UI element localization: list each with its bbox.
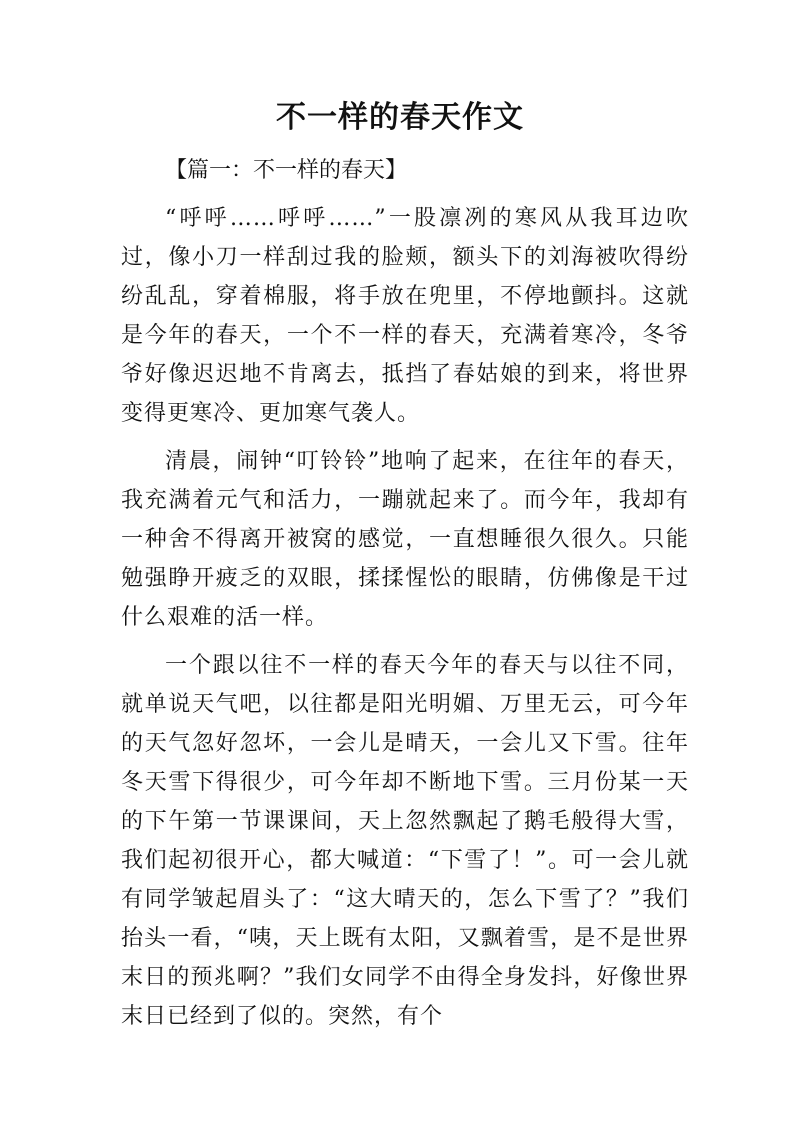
document-body xyxy=(121,151,689,1036)
paragraph-1: “呼呼……呼呼……”一股凛冽的寒风从我耳边吹过，像小刀一样刮过我的脸颊，额头下的刘海被吹得纷纷乱乱，穿着棉服，将手放在兜里，不停地颤抖。这就是今年的春天，一个不一样的春天，充满着寒冷，冬爷爷好像迟迟地不肯离去，抵挡了春姑娘的到来，将世界变得更寒冷、更加寒气袭人。 xyxy=(121,206,689,426)
document-title: 不一样的春天作文 xyxy=(276,100,524,135)
section-heading: 【篇一：不一样的春天】 xyxy=(165,158,408,183)
paragraph-2: 清晨，闹钟“叮铃铃”地响了起来，在往年的春天，我充满着元气和活力，一蹦就起来了。而今年，我却有一种舍不得离开被窝的感觉，一直想睡很久很久。只能勉强睁开疲乏的双眼，揉揉惺忪的眼睛，仿佛像是干过什么艰难的活一样。 xyxy=(121,449,689,630)
paragraph-3: 一个跟以往不一样的春天今年的春天与以往不同，就单说天气吧，以往都是阳光明媚、万里无云，可今年的天气忽好忽坏，一会儿是晴天，一会儿又下雪。往年冬天雪下得很少，可今年却不断地下雪。三月份某一天的下午第一节课课间，天上忽然飘起了鹅毛般得大雪，我们起初很开心，都大喊道：“下雪了！”。可一会儿就有同学皱起眉头了：“这大晴天的，怎么下雪了？”我们抬头一看，“咦，天上既有太阳，又飘着雪，是不是世界末日的预兆啊？”我们女同学不由得全身发抖，好像世界末日已经到了似的。突然，有个 xyxy=(121,653,689,1029)
